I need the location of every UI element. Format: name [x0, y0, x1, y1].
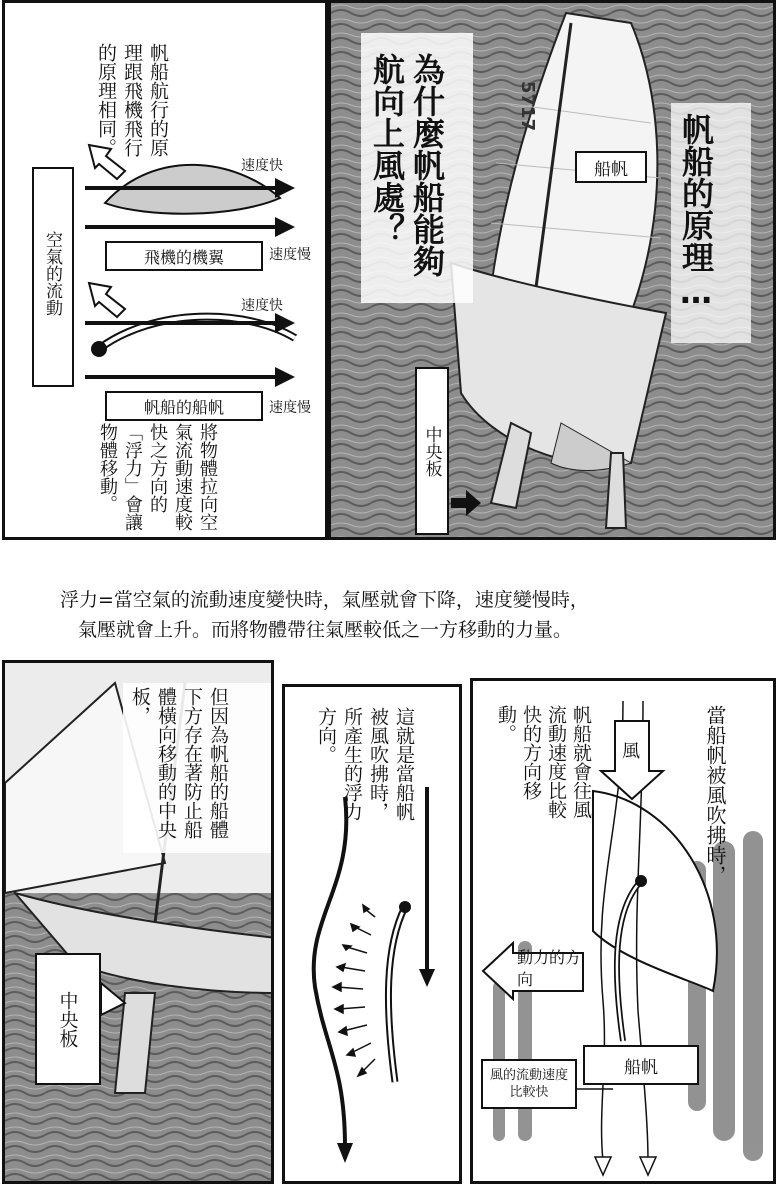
- fast-flow-label-box: [481, 1059, 577, 1109]
- wing-label-box: 飛機的機翼: [105, 241, 263, 271]
- centerboard-label-top: 中央板: [421, 425, 442, 477]
- centerboard-label-box-bottom: [35, 953, 101, 1085]
- sail-label-box-bottom: 船帆: [583, 1045, 699, 1085]
- panel-lift-direction: [282, 684, 462, 1184]
- panel-airflow-diagram: [2, 0, 328, 540]
- panel3-text: 但因為帆船的船體下方存在著防止船體橫向移動的中央板，: [129, 687, 229, 839]
- airplane-principle-heading: 帆船航行的原理跟飛機飛行的原理相同。: [95, 43, 169, 157]
- panel5-text-right: 當船帆被風吹拂時，: [703, 705, 727, 885]
- force-direction-label: [517, 947, 583, 991]
- speed-slow-label-sail: 速度慢: [269, 400, 311, 416]
- speed-fast-label-sail: 速度快: [241, 298, 283, 314]
- sail-number: 5717: [517, 81, 538, 132]
- panel5-text-mid: 帆船就會往風流動速度比較快的方向移動。: [495, 705, 592, 819]
- speed-slow-label-wing: 速度慢: [269, 247, 311, 263]
- fast-flow-label: 風的流動速度比較快: [489, 1068, 568, 1100]
- title-question: 為什麼帆船能夠航向上風處？: [368, 53, 446, 277]
- wind-label: 風: [622, 741, 640, 762]
- centerboard-label-bottom: 中央板: [56, 990, 79, 1048]
- lift-explanation: 將物體拉向空氣流動速度較快之方向的「浮力」會讓物體移動。: [97, 423, 218, 531]
- panel-wind-sail: [470, 678, 776, 1184]
- centerboard-label-box-top: [415, 367, 449, 535]
- air-flow-label: 空氣的流動: [42, 231, 62, 316]
- caption-line-1: 浮力=當空氣的流動速度變快時，氣壓就會下降，速度變慢時，: [60, 589, 589, 611]
- panel-sailboat-title: [328, 0, 776, 540]
- panel-centerboard: [2, 660, 274, 1184]
- title-main: 帆船的原理…: [677, 113, 715, 311]
- sail-label-box: 帆船的船帆: [105, 391, 263, 421]
- sail-label-box-top: 船帆: [575, 151, 647, 183]
- panel4-text: 這就是當船帆被風吹拂時，所產生的浮力方向。: [315, 707, 415, 821]
- force-direction-text: 動力的方向: [517, 948, 582, 989]
- caption-line-2: 氣壓就會上升。而將物體帶往氣壓較低之一方移動的力量。: [78, 619, 573, 641]
- speed-fast-label-wing: 速度快: [241, 158, 283, 174]
- lift-definition-caption: [60, 585, 740, 645]
